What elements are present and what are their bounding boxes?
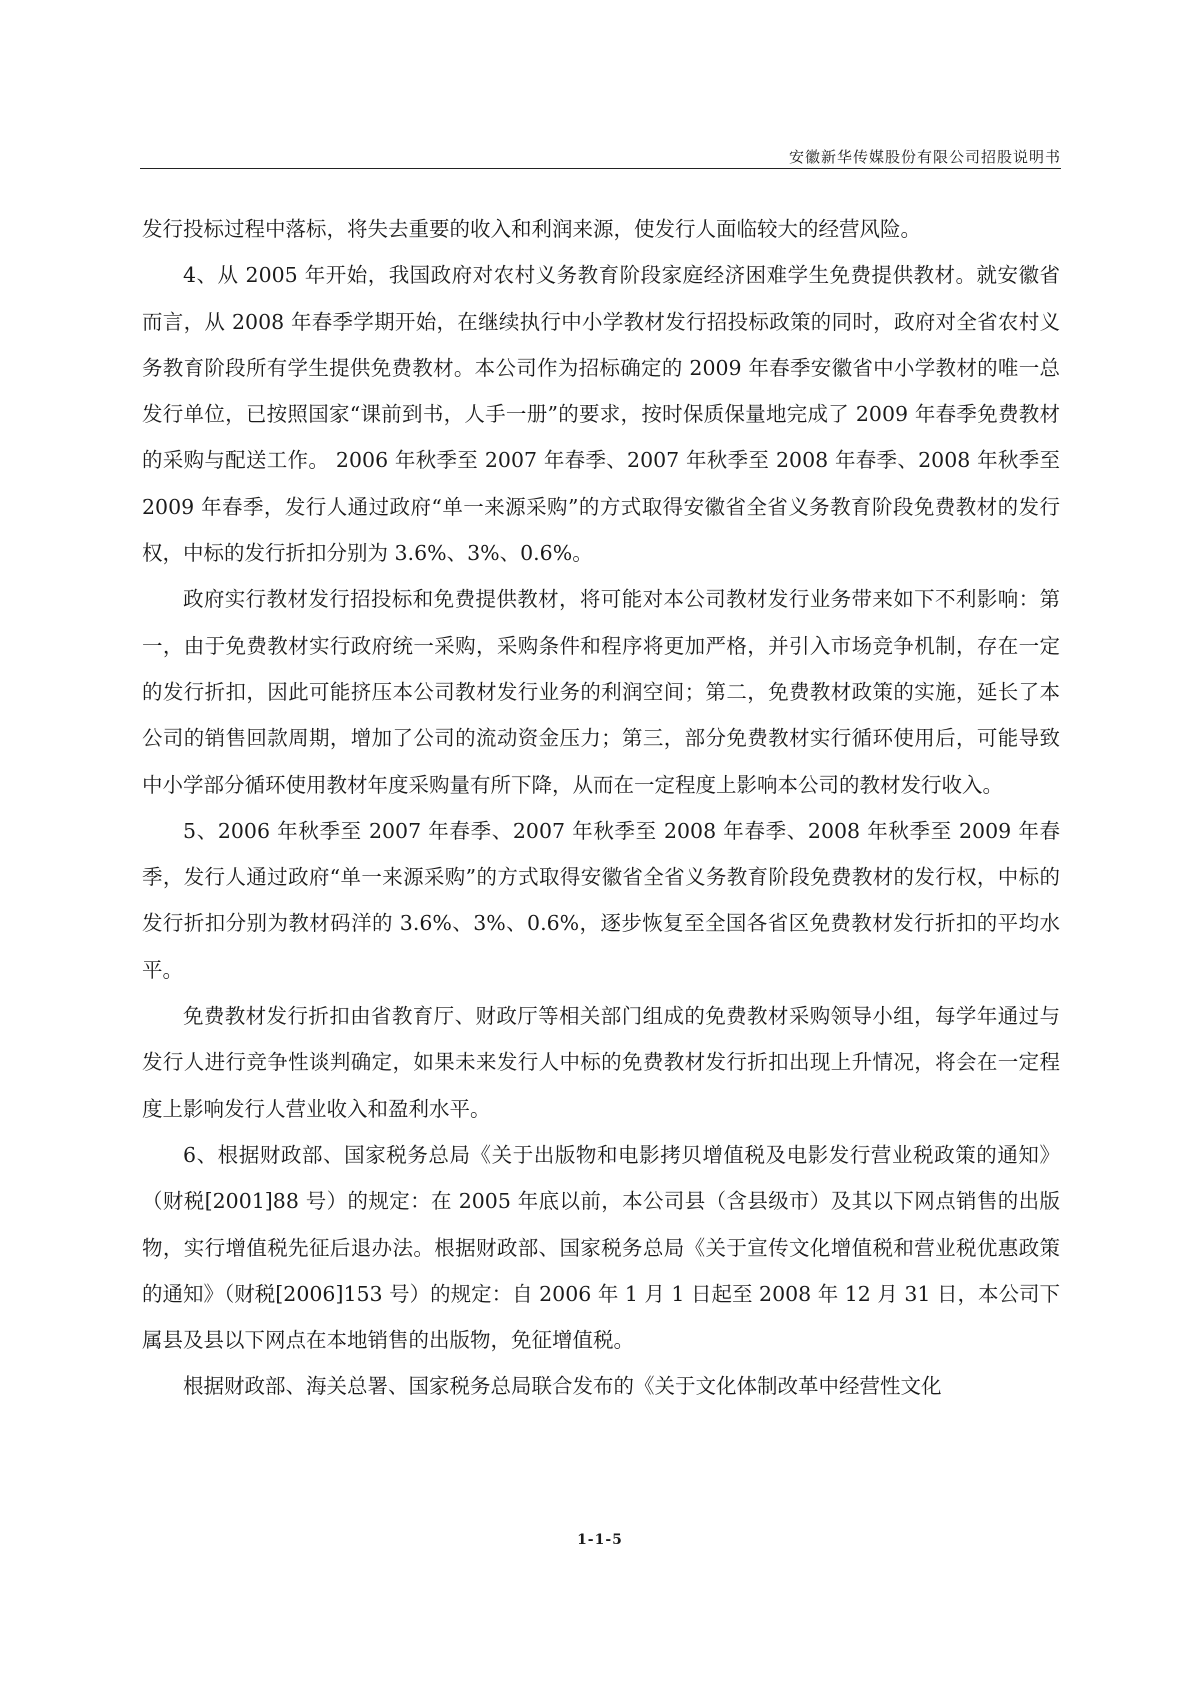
paragraph-continuation: 发行投标过程中落标，将失去重要的收入和利润来源，使发行人面临较大的经营风险。 (142, 217, 921, 241)
body-text (142, 206, 1060, 1410)
running-header: 安徽新华传媒股份有限公司招股说明书 (788, 148, 1061, 166)
paragraph-item-6: 6、根据财政部、国家税务总局《关于出版物和电影拷贝增值税及电影发行营业税政策的通知》（财税[2001]88 号）的规定：在 2005 年底以前，本公司县（含县级市）及其以下网点销售的出版物，实行增值税先征后退办法。根据财政部、国家税务总局《关于宣传文化增值税和营业税优惠政策的通知》（财税[2006]153 号）的规定：自 2006 年 1 月 1 日起至 2008 年 12 月 31 日，本公司下属县及县以下网点在本地销售的出版物，免征增值税。 (142, 1142, 1060, 1353)
paragraph-item-4: 4、从 2005 年开始，我国政府对农村义务教育阶段家庭经济困难学生免费提供教材。就安徽省而言，从 2008 年春季学期开始，在继续执行中小学教材发行招投标政策的同时，政府对全省农村义务教育阶段所有学生提供免费教材。本公司作为招标确定的 2009 年春季安徽省中小学教材的唯一总发行单位，已按照国家“课前到书，人手一册”的要求，按时保质保量地完成了 2009 年春季免费教材的采购与配送工作。 2006 年秋季至 2007 年春季、2007 年秋季至 2008 年春季、2008 年秋季至 2009 年春季，发行人通过政府“单一来源采购”的方式取得安徽省全省义务教育阶段免费教材的发行权，中标的发行折扣分别为 3.6%、3%、0.6%。 (142, 263, 1060, 566)
page-number: 1-1-5 (577, 1532, 623, 1548)
header-divider (140, 168, 1061, 169)
paragraph-tax-policy: 根据财政部、海关总署、国家税务总局联合发布的《关于文化体制改革中经营性文化 (183, 1374, 942, 1399)
paragraph-discount: 免费教材发行折扣由省教育厅、财政厅等相关部门组成的免费教材采购领导小组，每学年通过与发行人进行竞争性谈判确定，如果未来发行人中标的免费教材发行折扣出现上升情况，将会在一定程度上影响发行人营业收入和盈利水平。 (142, 1004, 1060, 1121)
paragraph-impact: 政府实行教材发行招投标和免费提供教材，将可能对本公司教材发行业务带来如下不利影响：第一，由于免费教材实行政府统一采购，采购条件和程序将更加严格，并引入市场竞争机制，存在一定的发行折扣，因此可能挤压本公司教材发行业务的利润空间；第二，免费教材政策的实施，延长了本公司的销售回款周期，增加了公司的流动资金压力；第三，部分免费教材实行循环使用后，可能导致中小学部分循环使用教材年度采购量有所下降，从而在一定程度上影响本公司的教材发行收入。 (142, 587, 1060, 797)
paragraph-item-5: 5、2006 年秋季至 2007 年春季、2007 年秋季至 2008 年春季、2008 年秋季至 2009 年春季，发行人通过政府“单一来源采购”的方式取得安徽省全省义务教育阶段免费教材的发行权，中标的发行折扣分别为教材码洋的 3.6%、3%、0.6%，逐步恢复至全国各省区免费教材发行折扣的平均水平。 (142, 818, 1060, 982)
